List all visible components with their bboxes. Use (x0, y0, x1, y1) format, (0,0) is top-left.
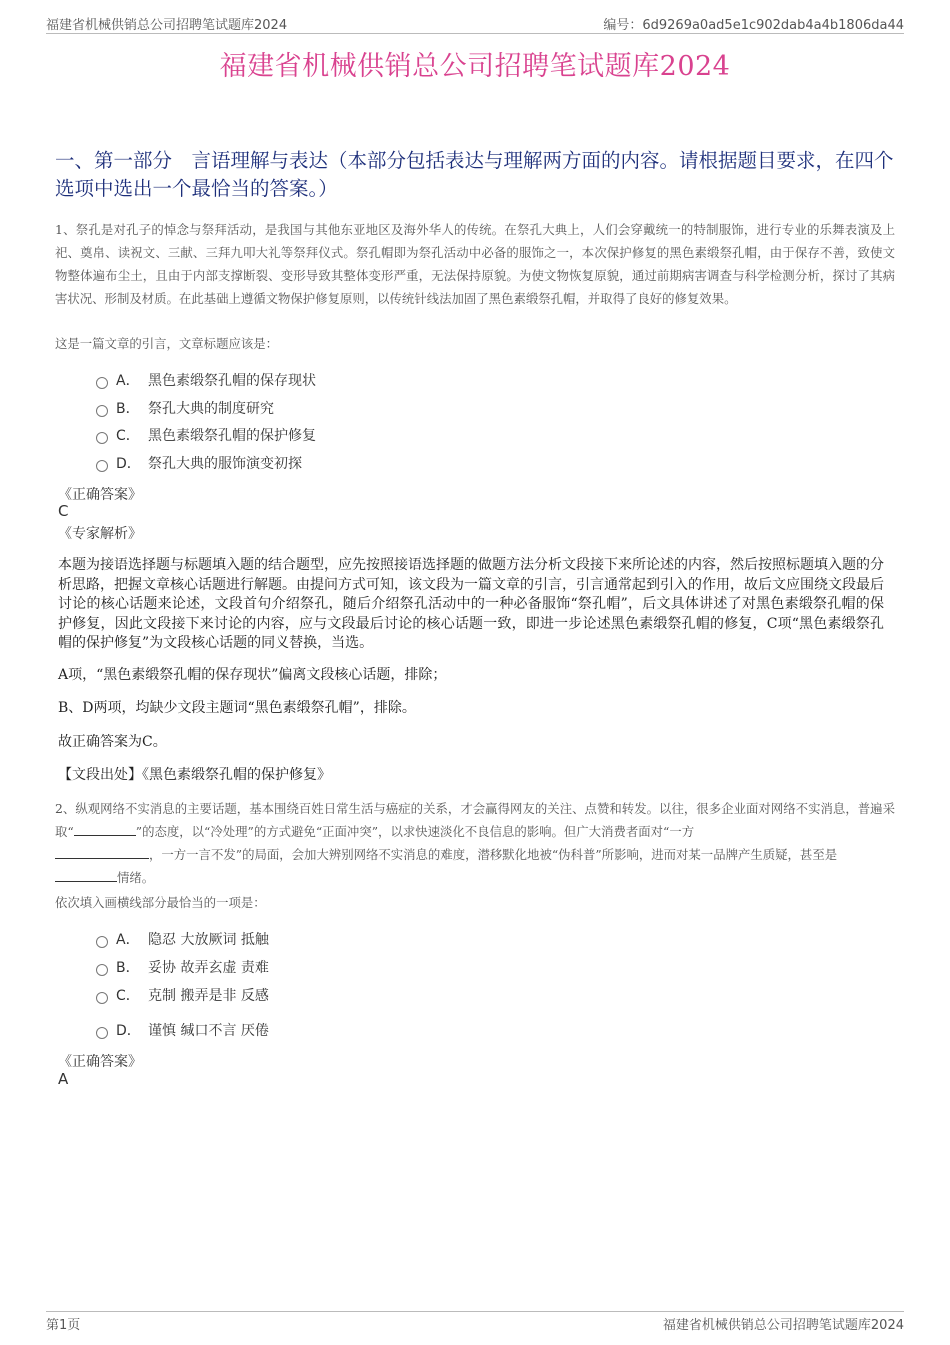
q2-passage-part1: 2、纵观网络不实消息的主要话题，基本围绕百姓日常生活与癌症的关系，才会赢得网友的关注、点赞和转发。以往，很多企业面对网络不实消息，普遍采取“ (55, 801, 895, 839)
option-letter: A． (116, 932, 140, 948)
header-serial-number: 编号：6d9269a0ad5e1c902dab4a4b1806da44 (603, 18, 904, 33)
page-title: 福建省机械供销总公司招聘笔试题库2024 (219, 51, 731, 82)
q2-passage (55, 797, 895, 889)
q1-passage: 1、祭孔是对孔子的悼念与祭拜活动，是我国与其他东亚地区及海外华人的传统。在祭孔大典上，人们会穿戴统一的特制服饰，进行专业的乐舞表演及上祀、奠帛、读祝文、三献、三拜九叩大礼等祭拜仪式。祭孔帽即为祭孔活动中必备的服饰之一，本次保护修复的黑色素缎祭孔帽，由于保存不善，致使文物整体遍布尘土，且由于内部支撑断裂、变形导致其整体变形严重，无法保持原貌。为使文物恢复原貌，通过前期病害调查与科学检测分析，探讨了其病害状况、形制及材质。在此基础上遵循文物保护修复原则，以传统针线法加固了黑色素缎祭孔帽，并取得了良好的修复效果。 (55, 222, 895, 306)
q2-passage-part4: 情绪。 (117, 870, 155, 885)
q1-analysis: 本题为接语选择题与标题填入题的结合题型，应先按照接语选择题的做题方法分析文段接下来所论述的内容，然后按照标题填入题的分析思路，把握文章核心话题进行解题。由提问方式可知，该文段为一篇文章的引言，引言通常起到引入的作用，故后文应围绕文段最后讨论的核心话题来论述，文段首句介绍祭孔，随后介绍祭孔活动中的一种必备服饰“祭孔帽”，后文具体讲述了对黑色素缎祭孔帽的保护修复，因此文段接下来讨论的内容，应与文段最后讨论的核心话题一致，即进一步论述黑色素缎祭孔帽的修复，C项“黑色素缎祭孔帽的保护修复”为文段核心话题的同义替换，当选。 (58, 557, 884, 652)
option-text: 谨慎 缄口不言 厌倦 (148, 1023, 269, 1039)
option-letter: C． (116, 988, 140, 1004)
q1-option-b[interactable] (96, 398, 274, 418)
radio-icon[interactable] (96, 405, 108, 417)
blank-line (74, 823, 136, 836)
q2-option-c[interactable] (96, 985, 269, 1005)
blank-line (55, 846, 149, 859)
page-number: 第1页 (46, 1318, 81, 1333)
option-text: 妥协 故弄玄虚 责难 (148, 960, 269, 976)
option-text: 克制 搬弄是非 反感 (148, 988, 269, 1004)
option-letter: C． (116, 428, 140, 444)
section-heading: 一、第一部分 言语理解与表达（本部分包括表达与理解两方面的内容。请根据题目要求，在四个选项中选出一个最恰当的答案。） (55, 149, 894, 200)
q2-prompt: 依次填入画横线部分最恰当的一项是： (55, 895, 266, 910)
q1-answer-label: 《正确答案》 (58, 487, 142, 503)
q2-option-d[interactable] (96, 1020, 269, 1040)
footer-title: 福建省机械供销总公司招聘笔试题库2024 (662, 1318, 904, 1333)
option-letter: A． (116, 373, 140, 389)
q2-option-a[interactable] (96, 929, 269, 949)
option-letter: D． (116, 1023, 141, 1039)
radio-icon[interactable] (96, 1027, 108, 1039)
option-text: 祭孔大典的服饰演变初探 (148, 456, 302, 472)
q2-passage-part2: ”的态度，以“冷处理”的方式避免“正面冲突”，以求快速淡化不良信息的影响。但广大消费者面对“一方 (135, 824, 695, 839)
q1-option-d[interactable] (96, 453, 302, 473)
q1-analysis-option-a: A项，“黑色素缎祭孔帽的保存现状”偏离文段核心话题，排除； (58, 667, 447, 683)
q2-answer-label: 《正确答案》 (58, 1054, 142, 1070)
q1-source: 【文段出处】《黑色素缎祭孔帽的保护修复》 (58, 767, 331, 783)
radio-icon[interactable] (96, 936, 108, 948)
option-letter: B． (116, 401, 140, 417)
footer-divider (46, 1311, 904, 1312)
q2-passage-part3: ，一方一言不发”的局面，会加大辨别网络不实消息的难度，潜移默化地被“伪科普”所影响，进而对某一品牌产生质疑，甚至是 (149, 847, 838, 862)
q1-answer: C (58, 502, 69, 520)
blank-line (55, 869, 117, 882)
radio-icon[interactable] (96, 964, 108, 976)
header-left: 福建省机械供销总公司招聘笔试题库2024 (46, 18, 288, 33)
q2-answer: A (58, 1070, 69, 1088)
q1-analysis-options-bd: B、D两项，均缺少文段主题词“黑色素缎祭孔帽”，排除。 (58, 700, 416, 716)
q2-option-b[interactable] (96, 957, 269, 977)
option-letter: B． (116, 960, 140, 976)
radio-icon[interactable] (96, 432, 108, 444)
q1-option-c[interactable] (96, 425, 316, 445)
q1-analysis-label: 《专家解析》 (58, 526, 142, 542)
option-letter: D． (116, 456, 141, 472)
option-text: 祭孔大典的制度研究 (148, 401, 274, 417)
radio-icon[interactable] (96, 992, 108, 1004)
q1-conclusion: 故正确答案为C。 (58, 734, 167, 750)
radio-icon[interactable] (96, 377, 108, 389)
header-divider (46, 33, 904, 34)
q1-option-a[interactable] (96, 370, 316, 390)
option-text: 黑色素缎祭孔帽的保护修复 (148, 428, 316, 444)
q1-prompt: 这是一篇文章的引言，文章标题应该是： (55, 336, 279, 351)
radio-icon[interactable] (96, 460, 108, 472)
option-text: 黑色素缎祭孔帽的保存现状 (148, 373, 316, 389)
option-text: 隐忍 大放厥词 抵触 (148, 932, 269, 948)
